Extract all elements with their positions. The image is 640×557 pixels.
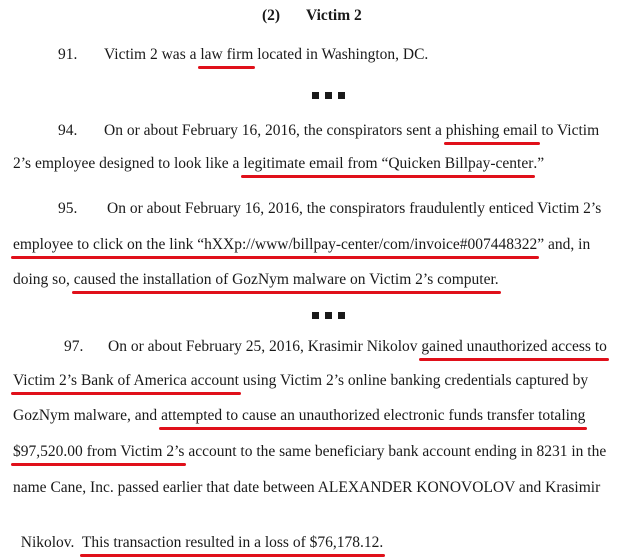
dot <box>338 92 345 99</box>
paragraph-97-line-4: $97,520.00 from Victim 2’s account to the same beneficiary bank account ending in 8231 in the <box>13 443 607 460</box>
paragraph-97-line-5: name Cane, Inc. passed earlier that date between ALEXANDER KONOVOLOV and Krasimir <box>13 479 601 496</box>
underlined-text: law firm <box>200 46 254 63</box>
underlined-text: caused the installation of GozNym malware on Victim 2’s computer. <box>73 271 499 288</box>
dot <box>325 92 332 99</box>
underlined-text: phishing email <box>445 122 538 139</box>
underlined-text: This transaction resulted in a loss of $76,178.12. <box>81 534 384 551</box>
paragraph-95-line-3: doing so, caused the installation of GozNym malware on Victim 2’s computer. <box>13 271 499 288</box>
dot <box>312 312 319 319</box>
underlined-text: attempted to cause an unauthorized electronic funds transfer totaling <box>161 407 586 424</box>
paragraph-number: 97. <box>64 338 84 355</box>
paragraph-text: Victim 2 was a law firm located in Washington, DC. <box>104 46 429 63</box>
ellipsis-marker <box>312 92 345 99</box>
section-number: (2) <box>262 7 281 24</box>
section-heading <box>262 6 362 26</box>
paragraph-97-line-2: Victim 2’s Bank of America account using Victim 2’s online banking credentials captured by <box>13 372 589 389</box>
underlined-text: gained unauthorized access to <box>421 338 607 355</box>
paragraph-number: 95. <box>58 200 78 217</box>
section-title: Victim 2 <box>305 7 362 24</box>
dot <box>325 312 332 319</box>
paragraph-97-line-6: Nikolov. This transaction resulted in a loss of $76,178.12. <box>20 534 384 551</box>
ellipsis-marker <box>312 312 345 319</box>
underlined-text: legitimate email from “Quicken Billpay-center <box>243 155 534 172</box>
paragraph-95-line-2: employee to click on the link “hXXp://www/billpay-center/com/invoice#007448322” and, in <box>13 236 591 253</box>
underlined-text: $97,520.00 from Victim 2’s <box>13 443 185 460</box>
paragraph-number: 94. <box>58 122 78 139</box>
dot <box>312 92 319 99</box>
underlined-text: Victim 2’s Bank of America account <box>13 372 239 389</box>
dot <box>338 312 345 319</box>
paragraph-94-line-2: 2’s employee designed to look like a legitimate email from “Quicken Billpay-center.” <box>13 155 545 172</box>
underlined-text: employee to click on the link “hXXp://www/billpay-center/com/invoice#007448322 <box>13 236 538 253</box>
paragraph-number: 91. <box>58 46 78 63</box>
paragraph-97-line-3: GozNym malware, and attempted to cause an unauthorized electronic funds transfer totaling <box>13 407 586 424</box>
